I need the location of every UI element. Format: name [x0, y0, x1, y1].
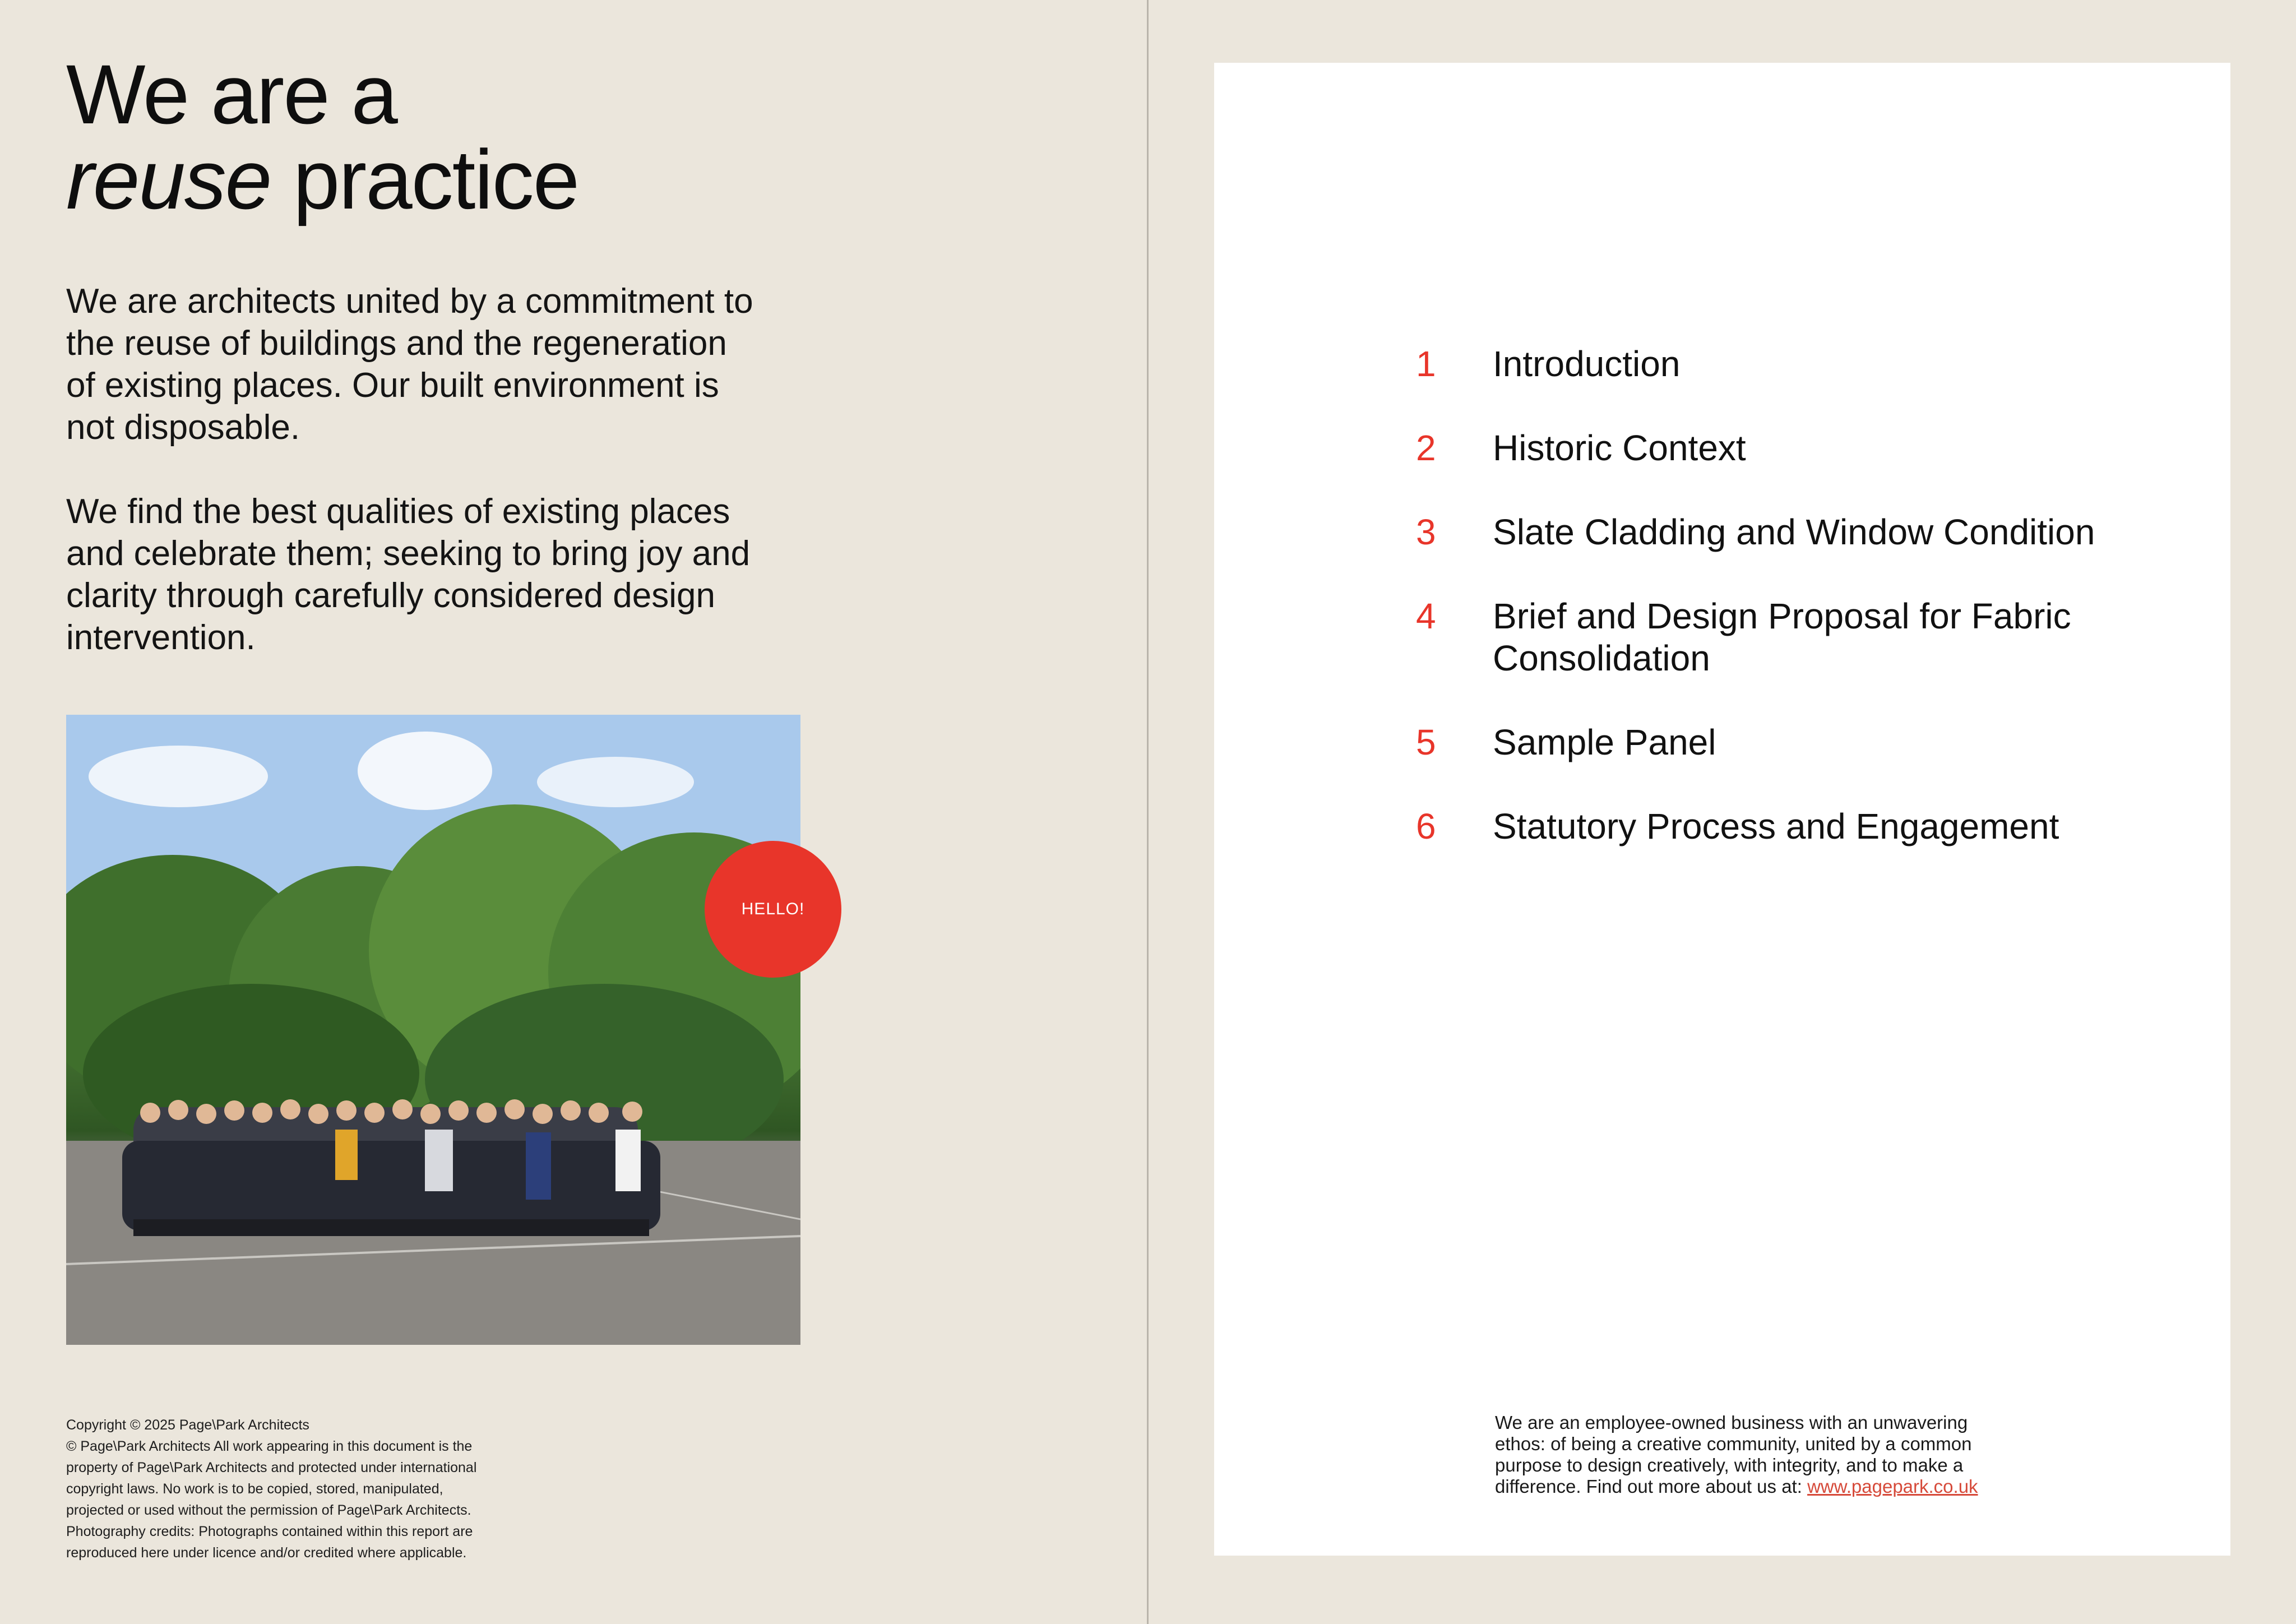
contents-item-historic-context[interactable]	[1416, 427, 2145, 469]
copyright-line: © Page\Park Architects All work appearing in this document is the	[66, 1438, 473, 1454]
contents-title: Slate Cladding and Window Condition	[1493, 512, 2095, 552]
contents-item-sample-panel[interactable]	[1416, 721, 2145, 764]
headline-emphasis: reuse	[66, 132, 271, 226]
copyright-line: property of Page\Park Architects and protected under international	[66, 1460, 477, 1475]
hello-badge: HELLO!	[705, 841, 841, 978]
contents-number: 5	[1416, 722, 1436, 762]
contents-number: 3	[1416, 512, 1436, 552]
contents-title: Historic Context	[1493, 428, 1746, 468]
copyright-line: Copyright © 2025 Page\Park Architects	[66, 1417, 309, 1433]
contents-number: 2	[1416, 428, 1436, 468]
copyright-notice	[66, 1414, 627, 1563]
about-blurb	[1495, 1412, 1999, 1497]
about-text: We are an employee-owned business with an unwavering ethos: of being a creative community, united by a common purpose to design creatively, with integrity, and to make a difference. Find out more about us at:	[1495, 1412, 1972, 1497]
contents-title: Introduction	[1493, 344, 1681, 384]
contents-number: 4	[1416, 596, 1436, 636]
copyright-line: projected or used without the permission of Page\Park Architects.	[66, 1502, 471, 1518]
contents-page	[1214, 63, 2230, 1556]
contents-item-statutory-process[interactable]	[1416, 806, 2145, 848]
intro-paragraph-1: We are architects united by a commitment to the reuse of buildings and the regeneration of existing places. Our built environment is not disposable.	[66, 282, 753, 447]
copyright-line: Photography credits: Photographs contained within this report are	[66, 1524, 473, 1539]
contents-item-brief-design-proposal[interactable]	[1416, 595, 2145, 679]
contents-item-introduction[interactable]	[1416, 343, 2145, 385]
left-page	[0, 0, 1147, 1624]
contents-number: 1	[1416, 344, 1436, 384]
contents-item-slate-cladding[interactable]	[1416, 511, 2145, 553]
website-link[interactable]: www.pagepark.co.uk	[1807, 1476, 1978, 1497]
intro-text	[66, 280, 756, 701]
team-photo-illustration	[66, 715, 800, 1345]
team-photo	[66, 715, 800, 1345]
contents-title: Statutory Process and Engagement	[1493, 806, 2059, 846]
contents-title: Sample Panel	[1493, 722, 1716, 762]
contents-title: Brief and Design Proposal for Fabric Consolidation	[1493, 596, 2071, 678]
headline	[66, 47, 579, 226]
spread-divider	[1147, 0, 1149, 1624]
table-of-contents	[1416, 343, 2145, 890]
copyright-line: reproduced here under licence and/or credited where applicable.	[66, 1545, 467, 1561]
headline-line-2	[66, 132, 579, 226]
headline-rest: practice	[271, 132, 579, 226]
headline-line-1: We are a	[66, 47, 397, 141]
intro-paragraph-2: We find the best qualities of existing places and celebrate them; seeking to bring joy and clarity through carefully considered design intervention.	[66, 492, 751, 657]
contents-number: 6	[1416, 806, 1436, 846]
copyright-line: copyright laws. No work is to be copied, stored, manipulated,	[66, 1481, 443, 1497]
